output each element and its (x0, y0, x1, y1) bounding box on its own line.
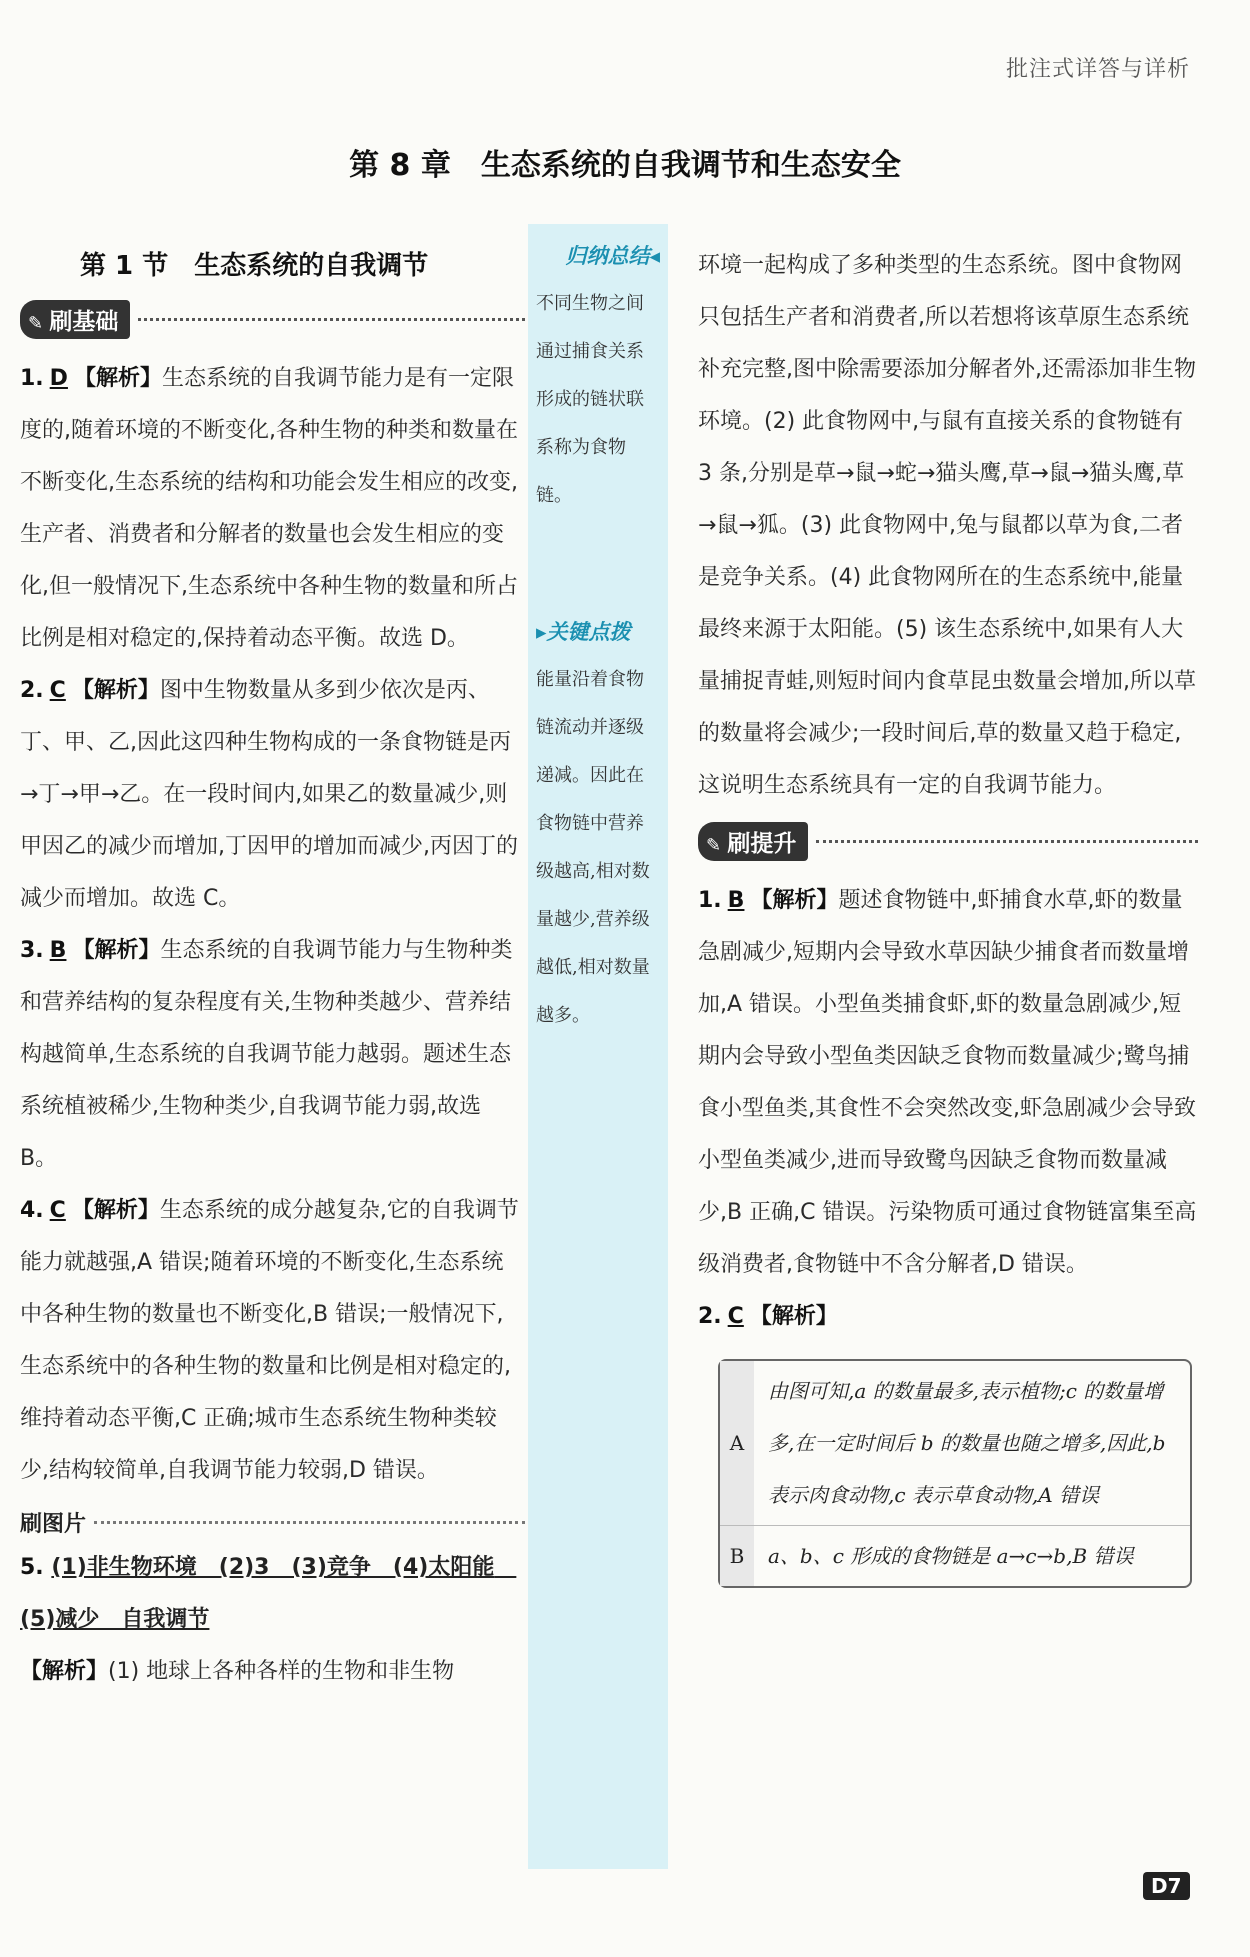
item-label: 【解析】 (750, 888, 839, 913)
note-title: 归纳总结◂ (565, 244, 660, 268)
basic-tag (20, 300, 525, 339)
divider (816, 840, 1198, 843)
item-answer: B (727, 888, 745, 913)
picture-tag-label: 刷图片 (20, 1512, 87, 1537)
note-text: 能量沿着食物链流动并逐级递减。因此在食物链中营养级越高,相对数量越少,营养级越低,相对数量越多。 (536, 669, 650, 1026)
continuation-text: 环境一起构成了多种类型的生态系统。图中食物网只包括生产者和消费者,所以若想将该草原生态系统补充完整,图中除需要添加分解者外,还需添加非生物环境。(2) 此食物网中,与鼠有直接关系的食物链有 3 条,分别是草→鼠→蛇→猫头鹰,草→鼠→猫头鹰,草→鼠→狐。(3) 此食物网中,兔与鼠都以草为食,二者是竞争关系。(4) 此食物网所在的生态系统中,能量最终来源于太阳能。(5) 该生态系统中,如果有人大量捕捉青蛙,则短时间内食草昆虫数量会增加,所以草的数量将会减少;一段时间后,草的数量又趋于稳定,这说明生态系统具有一定的自我调节能力。 (698, 253, 1196, 798)
note-title: ▸关键点拨 (536, 620, 631, 644)
answer-item (20, 665, 525, 925)
item-label: 【解析】 (71, 1198, 160, 1223)
option-label: B (720, 1526, 754, 1586)
section-title: 第 1 节 生态系统的自我调节 (80, 251, 429, 281)
item-text: 生态系统的成分越复杂,它的自我调节能力就越强,A 错误;随着环境的不断变化,生态系统中各种生物的数量也不断变化,B 错误;一般情况下,生态系统中的各种生物的数量和比例是相对稳定的,维持着动态平衡,C 正确;城市生态系统生物种类较少,结构较简单,自我调节能力较弱,D 错误。 (20, 1198, 519, 1483)
answer-item (698, 875, 1198, 1291)
chapter-title: 第 8 章 生态系统的自我调节和生态安全 (349, 148, 901, 183)
advance-tag (698, 822, 1198, 861)
item-number: 5. (20, 1555, 44, 1580)
answer-item (20, 925, 525, 1185)
item-text: (1) 地球上各种各样的生物和非生物 (108, 1659, 455, 1684)
sidebar-notes (528, 224, 668, 1869)
fill-text: (1)非生物环境 (2)3 (3)竞争 (4)太阳能 (5)减少 自我调节 (20, 1555, 517, 1632)
analysis-row (720, 1361, 1190, 1525)
answer-item (20, 353, 525, 665)
advance-tag-label: ✎ 刷提升 (698, 822, 808, 861)
option-label: A (720, 1361, 754, 1525)
right-column (698, 240, 1198, 1588)
item-label: 【解析】 (749, 1304, 838, 1329)
page-number: D7 (1143, 1872, 1190, 1900)
divider (94, 1521, 525, 1524)
item-text: 生态系统的自我调节能力与生物种类和营养结构的复杂程度有关,生物种类越少、营养结构越简单,生态系统的自我调节能力越弱。题述生态系统植被稀少,生物种类少,自我调节能力弱,故选 B。 (20, 938, 513, 1171)
item-text: 生态系统的自我调节能力是有一定限度的,随着环境的不断变化,各种生物的种类和数量在不断变化,生态系统的结构和功能会发生相应的改变,生产者、消费者和分解者的数量也会发生相应的变化,但一般情况下,生态系统中各种生物的数量和所占比例是相对稳定的,保持着动态平衡。故选 D。 (20, 366, 518, 651)
picture-tag (20, 1507, 525, 1538)
divider (138, 318, 525, 321)
item-label: 【解析】 (71, 678, 160, 703)
item-label: 【解析】 (72, 938, 161, 963)
fill-answer (20, 1542, 525, 1646)
item-text: 图中生物数量从多到少依次是丙、丁、甲、乙,因此这四种生物构成的一条食物链是丙→丁→甲→乙。在一段时间内,如果乙的数量减少,则甲因乙的减少而增加,丁因甲的增加而减少,丙因丁的减少而增加。故选 C。 (20, 678, 518, 911)
left-column (20, 245, 525, 1698)
item-number: 2. (20, 678, 44, 703)
item-answer: B (49, 938, 67, 963)
note-text: 不同生物之间通过捕食关系形成的链状联系称为食物链。 (536, 293, 644, 506)
item-answer: C (727, 1304, 744, 1329)
running-header: 批注式详答与详析 (1005, 57, 1190, 82)
note-summary (536, 240, 660, 520)
analysis-table (718, 1359, 1192, 1588)
note-keypoint (536, 616, 660, 1040)
item-label: 【解析】 (73, 366, 162, 391)
item-number: 3. (20, 938, 44, 963)
item-answer: D (49, 366, 68, 391)
item-number: 1. (20, 366, 44, 391)
item-answer: C (49, 1198, 66, 1223)
basic-tag-label: ✎ 刷基础 (20, 300, 130, 339)
item-number: 1. (698, 888, 722, 913)
answer-item (698, 1291, 1198, 1343)
option-analysis: a、b、c 形成的食物链是 a→c→b,B 错误 (768, 1544, 1134, 1568)
item-answer: C (49, 678, 66, 703)
option-analysis: 由图可知,a 的数量最多,表示植物;c 的数量增多,在一定时间后 b 的数量也随之增多,因此,b 表示肉食动物,c 表示草食动物,A 错误 (768, 1379, 1166, 1507)
item-label: 【解析】 (20, 1659, 109, 1684)
answer-item (20, 1646, 525, 1698)
item-number: 4. (20, 1198, 44, 1223)
analysis-row (720, 1525, 1190, 1586)
answer-item (20, 1185, 525, 1497)
item-number: 2. (698, 1304, 722, 1329)
item-text: 题述食物链中,虾捕食水草,虾的数量急剧减少,短期内会导致水草因缺少捕食者而数量增加,A 错误。小型鱼类捕食虾,虾的数量急剧减少,短期内会导致小型鱼类因缺乏食物而数量减少;鹭鸟捕食小型鱼类,其食性不会突然改变,虾急剧减少会导致小型鱼类减少,进而导致鹭鸟因缺乏食物而数量减少,B 正确,C 错误。污染物质可通过食物链富集至高级消费者,食物链中不含分解者,D 错误。 (698, 888, 1197, 1277)
